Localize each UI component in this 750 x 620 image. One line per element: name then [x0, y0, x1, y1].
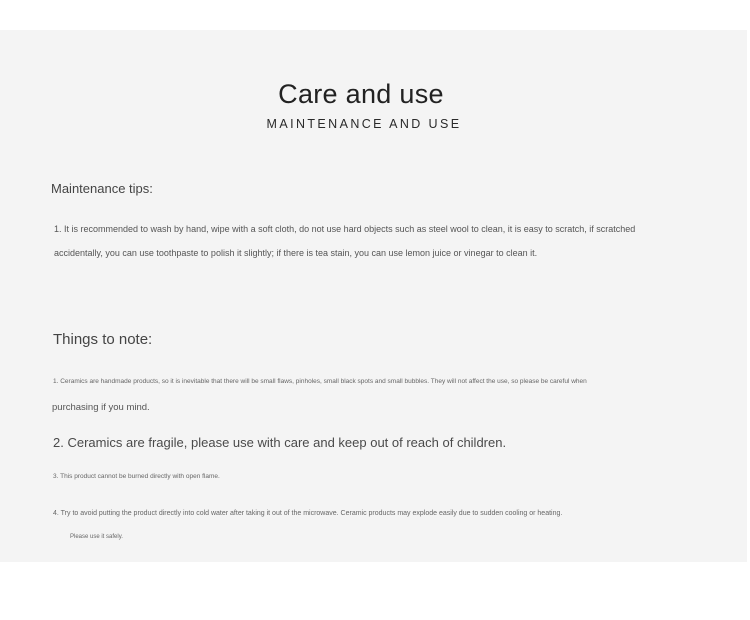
maintenance-tip-1: 1. It is recommended to wash by hand, wipe with a soft cloth, do not use hard objects such as steel wool to clean, it is easy to scratch, if scratched accidentally, you can use toothpaste to polish it slightly; if there is tea stain, you can use lemon juice or vinegar to clean it. [54, 224, 636, 258]
note-4-continued: Please use it safely. [70, 534, 123, 540]
page-title: Care and use [278, 79, 444, 109]
note-1-continued: purchasing if you mind. [52, 402, 150, 413]
page-subtitle: MAINTENANCE AND USE [266, 117, 462, 131]
note-3: 3. This product cannot be burned directly with open flame. [53, 473, 220, 480]
note-1: 1. Ceramics are handmade products, so it is inevitable that there will be small flaws, pinholes, small black spots and small bubbles. They will not affect the use, so please be careful when [53, 378, 587, 385]
maintenance-heading: Maintenance tips: [51, 181, 153, 196]
care-panel [0, 30, 747, 562]
note-2: 2. Ceramics are fragile, please use with care and keep out of reach of children. [53, 435, 507, 450]
notes-heading: Things to note: [53, 331, 153, 348]
note-4: 4. Try to avoid putting the product directly into cold water after taking it out of the microwave. Ceramic products may explode easily due to sudden cooling or heating. [53, 510, 563, 517]
